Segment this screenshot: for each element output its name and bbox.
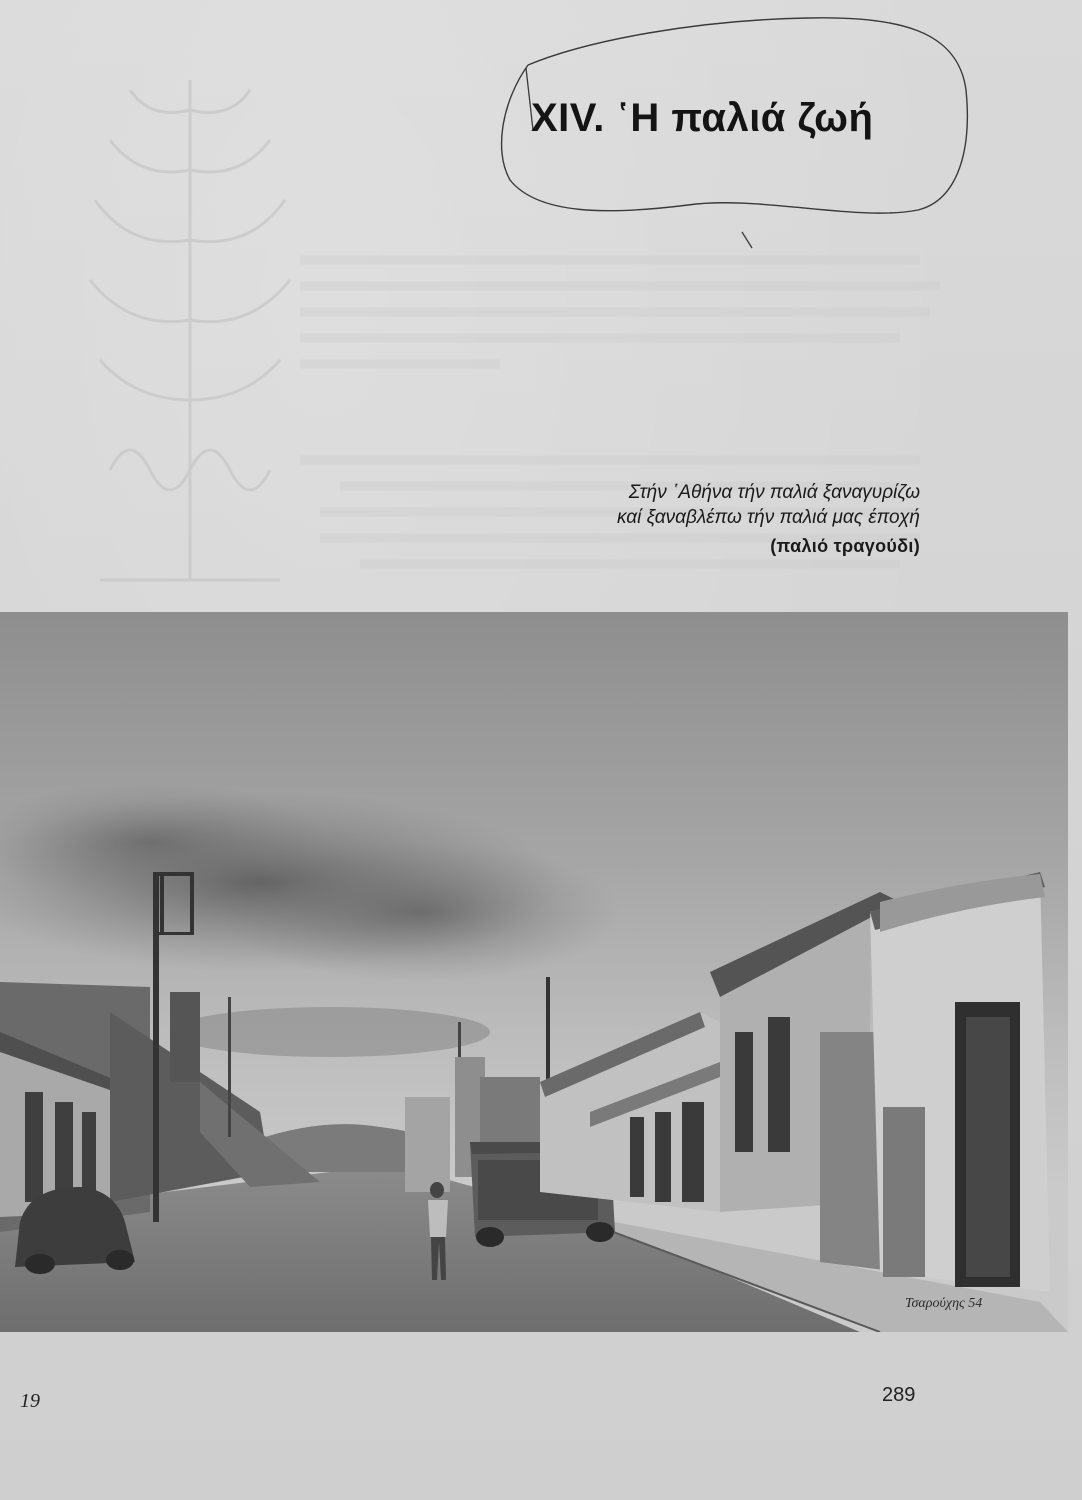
show-through-ornament	[70, 20, 310, 600]
epigraph-line: καί ξαναβλέπω τήν παλιά μας έποχή	[616, 507, 920, 528]
epigraph-line: Στήν ῾Αθήνα τήν παλιά ξαναγυρίζω	[628, 482, 920, 503]
chapter-title: XIV. ῾Η παλιά ζωή	[531, 96, 874, 140]
epigraph-source: (παλιό τραγούδι)	[770, 536, 920, 556]
street-painting	[0, 612, 1068, 1332]
painting-signature: Τσαρούχης 54	[905, 1296, 983, 1311]
page-number-right: 289	[882, 1384, 916, 1406]
page-number-left: 19	[20, 1390, 40, 1412]
epigraph	[617, 480, 920, 559]
